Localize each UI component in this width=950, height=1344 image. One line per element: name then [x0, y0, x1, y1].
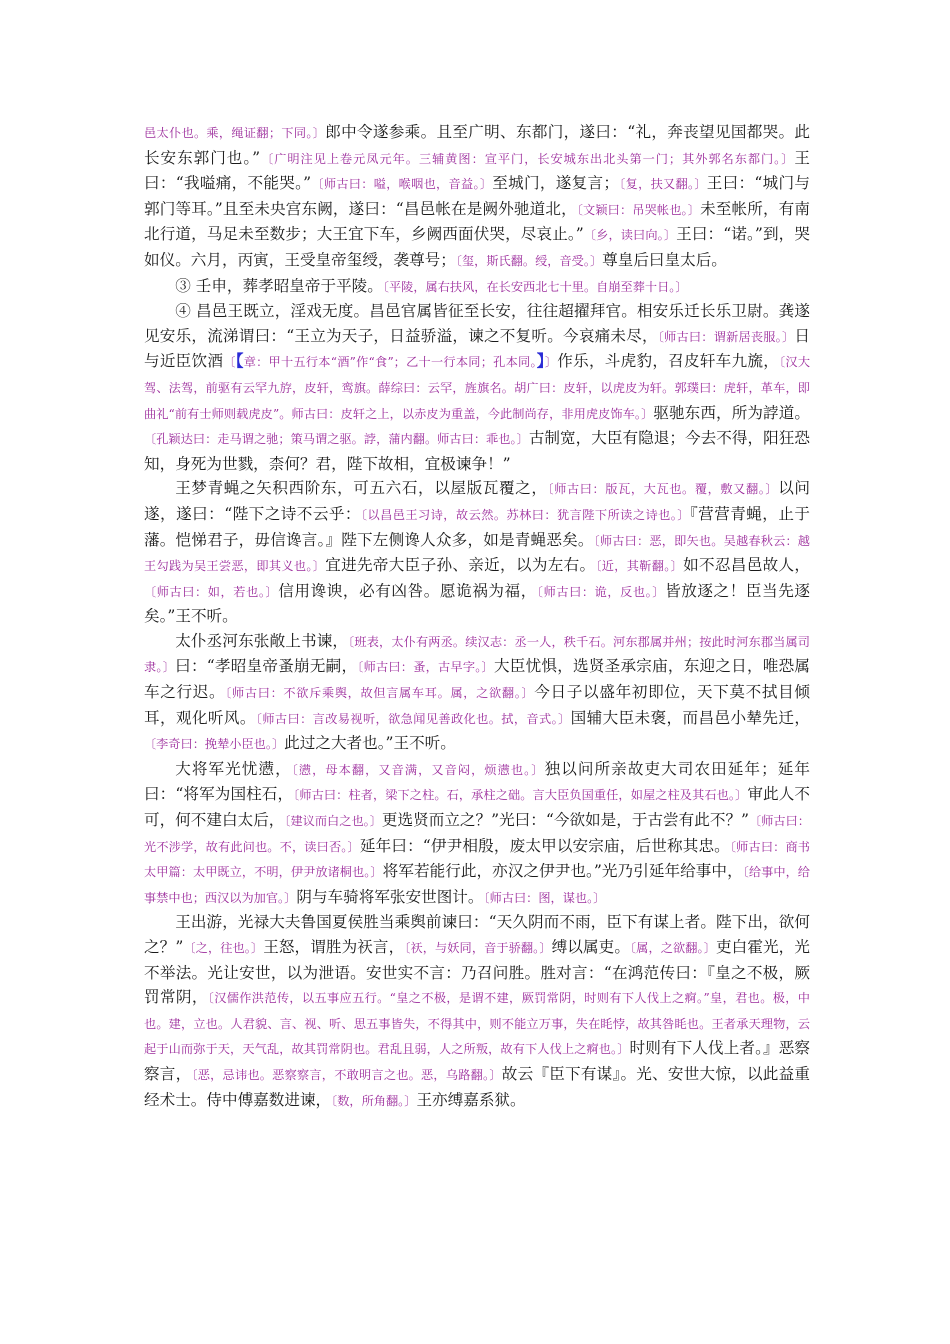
annotation-note: 〔文颖曰：吊哭帐也。〕 [576, 202, 701, 217]
body-text: 王怒，谓胜为祆言， [263, 938, 405, 956]
body-text: 曰：“孝昭皇帝蚤崩无嗣， [175, 657, 358, 676]
annotation-note: 〔师古曰：图，谋也。〕 [483, 890, 606, 905]
annotation-note: 〔祆，与妖同，音于骄翻。〕 [404, 941, 552, 955]
annotation-note: 〔师古曰：不欲斥乘舆，故但言属车耳。属，之欲翻。〕 [225, 686, 535, 701]
body-text: 以问遂，遂曰：“陛下之诗不云乎： [144, 479, 810, 523]
annotation-note: 〔师古曰：恶，即矢也。吴越春秋云：越王勾践为吴王尝恶，即其义也。〕 [144, 533, 810, 574]
paragraph [144, 476, 810, 629]
body-text: 驱驰东西，所为誖道。 [653, 403, 810, 422]
body-text: 更选贤而立之？”光曰：“今欲如是，于古尝有此不？” [381, 811, 750, 830]
body-text: 故云『臣下有谋』。光、安世大惊，以此益重经术士。侍中傅嘉数进谏， [144, 1064, 810, 1109]
body-text: 今日子以盛年初即位，天下莫不拭目倾耳，观化听风。 [144, 683, 810, 727]
body-text: ③ 壬申，葬孝昭皇帝于平陵。 [175, 276, 383, 295]
body-text: 如不忍昌邑故人， [683, 556, 810, 575]
annotation-note: 〔平陵，属右扶风，在长安西北七十里。自崩至葬十日。〕 [382, 279, 688, 294]
annotation-note: 〔之，往也。〕 [183, 941, 264, 955]
paragraph [144, 757, 810, 911]
annotation-note: 〔师古曰：诡，反也。〕 [536, 584, 666, 599]
annotation-note: 〔建议而白之也。〕 [284, 814, 382, 829]
body-text: 缚以属吏。 [551, 938, 630, 956]
body-text: 皆放逐之！臣当先逐矣。”王不听。 [144, 581, 810, 626]
annotation-note: 〔玺，斯氏翻。绶，音受。〕 [455, 253, 603, 268]
annotation-note: 〔李奇曰：挽辇小臣也。〕 [144, 737, 285, 752]
annotation-note: 〔师古曰：嗌，喉咽也，音益。〕 [311, 177, 493, 192]
body-text: 王曰：“诺。”到，哭如仪。六月，丙寅，王受皇帝玺绶，袭尊号； [144, 225, 810, 269]
paragraph [144, 274, 810, 300]
annotation-note: 〔复，扶又翻。〕 [619, 177, 707, 192]
annotation-note: 〔汉儒作洪范传，以五事应五行。“皇之不极，是谓不建，厥罚常阴，时则有下人伐上之痾。”皇，君也。极，中也。建，立也。人君貌、言、视、听、思五事皆失，不得其中，则不能立万事，失在眊悖，故其咎眊也。王者承天理物，云起于山而弥于天，天气乱，故其罚常阴也。君乱且弱，人之所叛，故有下人伐上之痾也。〕 [144, 991, 810, 1057]
body-text: 郎中令遂参乘。且至广明、东都门，遂曰：“礼，奔丧望见国都哭。此长安东郭门也。” [144, 123, 810, 167]
annotation-note: 〔 [223, 355, 236, 370]
body-text: 信用谗谀，必有凶咎。愿诡祸为福， [278, 581, 537, 600]
body-text: 王曰：“我嗌痛，不能哭。” [144, 148, 810, 193]
body-text: 宜进先帝大臣子孙、亲近，以为左右。 [325, 556, 596, 575]
annotation-note: 〔师古曰：光不涉学，故有此问也。不，读曰否。〕 [144, 814, 810, 854]
annotation-note: 〔近，其靳翻。〕 [595, 559, 684, 574]
annotation-note: 〔师古曰：柱者，梁下之柱。石，承柱之础。言大臣负国重任，如屋之柱及其石也。〕 [293, 788, 748, 803]
annotation-note: 〔师古曰：如，若也。〕 [144, 584, 279, 599]
body-text: 作乐，斗虎豹，召皮轩车九旒， [557, 352, 780, 371]
annotation-note: 〔广明注见上卷元凤元年。三辅黄图：宣平门，长安城东出北头第一门；其外郭名东都门。〕 [260, 151, 795, 166]
annotation-note: 〔懑，母本翻，又音满，又音闷，烦懑也。〕 [291, 762, 545, 777]
paragraph [144, 910, 810, 1113]
annotation-note: 〔师古曰：蚤，古早字。〕 [357, 660, 494, 675]
body-text: 大臣忧惧，选贤圣承宗庙，东迎之日，唯恐属车之行迟。 [144, 657, 810, 702]
annotation-note: 〔师古曰：版瓦，大瓦也。覆，敷又翻。〕 [547, 482, 779, 497]
body-text: 国辅大臣未褒，而昌邑小辇先迁， [570, 708, 810, 727]
body-text: 『营营青蝇，止于藩。恺悌君子，毋信谗言。』陛下左侧谗人众多，如是青蝇恶矣。 [144, 504, 810, 549]
body-text: 古制宽，大臣有隐退；今去不得，阳狂恐知，身死为世戮，柰何？君，陛下故相，宜极谏争！” [144, 429, 810, 473]
annotation-note: 章：甲十五行本“酒”作“食”；乙十一行本同；孔本同。 [243, 355, 537, 370]
body-text: 尊皇后曰皇太后。 [602, 250, 727, 269]
body-text: 延年曰：“伊尹相殷，废太甲以安宗庙，后世称其忠。 [359, 836, 730, 855]
paragraph [144, 299, 810, 476]
annotation-note: 〔恶，忌讳也。恶察察言，不敢明言之也。恶，乌路翻。〕 [191, 1067, 502, 1082]
body-text: 王梦青蝇之矢积西阶东，可五六石，以屋版瓦覆之， [175, 479, 548, 498]
body-text: 王亦缚嘉系狱。 [416, 1090, 526, 1109]
body-text: 日与近臣饮酒 [144, 326, 810, 371]
body-text: 时则有下人伐上者。』恶察察言， [144, 1039, 810, 1083]
annotation-note: 〔给事中，给事禁中也；西汉以为加官。〕 [144, 865, 810, 905]
body-text: 至城门，遂复言； [492, 174, 619, 193]
annotation-note: 〔属，之欲翻。〕 [630, 941, 716, 955]
body-text: 大将军光忧懑， [175, 759, 292, 778]
paragraph [144, 629, 810, 757]
document-page [144, 120, 810, 1113]
annotation-note: 〔以昌邑王习诗，故云然。苏林曰：犹言陛下所读之诗也。〕 [360, 507, 690, 522]
body-text: 王曰：“城门与郭门等耳。”且至未央宫东阙，遂曰：“昌邑帐在是阙外驰道北， [144, 174, 810, 218]
annotation-note: 〔汉大驾、法驾，前驱有云罕九斿，皮轩，鸾旗。薛综曰：云罕，旌旗名。胡广曰：皮轩，以虎皮为轩。郭璞曰：虎轩，革车，即曲礼“前有士师则载虎皮”。师古曰：皮轩之上，以赤皮为重盖，今此制尚存，非用虎皮饰车。〕 [144, 355, 811, 421]
annotation-note: 〔师古曰：商书太甲篇：太甲既立，不明，伊尹放诸桐也。〕 [144, 839, 810, 880]
body-text: 阴与车骑将军张安世图计。 [296, 887, 484, 906]
bracket-mark: 【 [235, 351, 244, 371]
paragraph [144, 120, 810, 274]
annotation-note: 〔师古曰：谓新居丧服。〕 [657, 329, 795, 344]
annotation-note: 〔数，所角翻。〕 [331, 1093, 417, 1108]
annotation-note: 邑太仆也。乘，绳证翻；下同。〕 [144, 126, 326, 140]
body-text: 此过之大者也。”王不听。 [284, 734, 456, 753]
annotation-note: 〔班表，太仆有两丞。续汉志：丞一人，秩千石。河东郡属并州；按此时河东郡当属司隶。〕 [144, 634, 810, 675]
bracket-mark: 】 [536, 351, 545, 371]
body-text: 未至帐所，有南北行道，马足未至数步；大王宜下车，乡阙西面伏哭，尽哀止。” [144, 199, 810, 244]
body-text: 将军若能行此，亦汉之伊尹也。”光乃引延年给事中， [382, 862, 743, 881]
annotation-note: 〔孔颖达曰：走马谓之驰；策马谓之驱。誖，蒲内翻。师古曰：乖也。〕 [144, 432, 529, 447]
body-text: 审此人不可，何不建白太后， [144, 785, 810, 830]
body-text: 独以问所亲故吏大司农田延年；延年曰：“将军为国柱石， [144, 759, 810, 804]
annotation-note: 〔乡，读曰向。〕 [583, 228, 677, 243]
body-text: 王出游，光禄大夫鲁国夏侯胜当乘舆前谏曰：“天久阴而不雨，臣下有谋上者。陛下出，欲何之？” [144, 913, 810, 956]
body-text: 太仆丞河东张敞上书谏， [175, 631, 349, 650]
body-text: 吏白霍光，光不举法。光让安世，以为泄语。安世实不言：乃召问胜。胜对言：“在鸿范传曰：『皇之不极，厥罚常阴， [144, 938, 810, 1007]
body-text: ④ 昌邑王既立，淫戏无度。昌邑官属皆征至长安，往往超擢拜官。相安乐迁长乐卫尉。龚遂见安乐，流涕谓曰：“王立为天子，日益骄溢，谏之不复听。今哀痛未尽， [144, 302, 810, 345]
annotation-note: 〕 [544, 355, 558, 370]
annotation-note: 〔师古曰：言改易视听，欲急闻见善政化也。拭，音式。〕 [255, 711, 571, 726]
